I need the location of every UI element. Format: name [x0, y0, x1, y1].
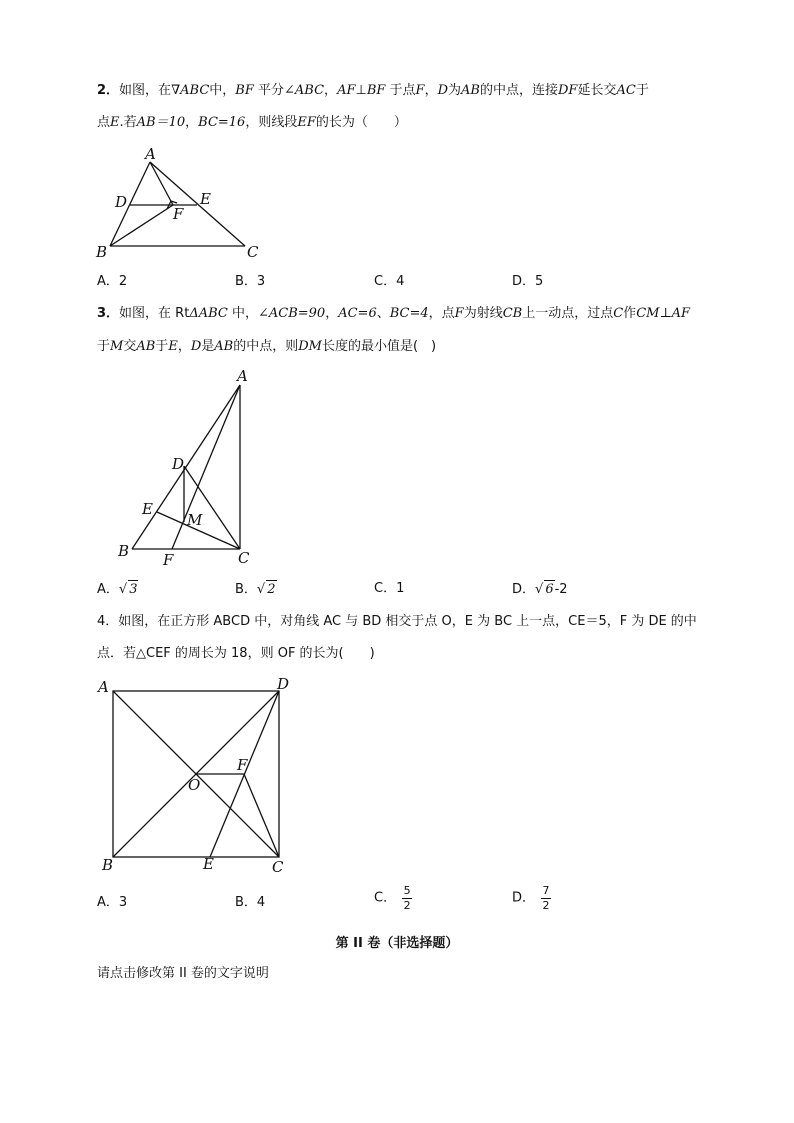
q4-label-O: O — [188, 776, 201, 794]
q2-label-B: B — [96, 243, 108, 261]
q4-option-d: D． $\frac{7}{2}$ — [512, 884, 550, 912]
q3-option-b: B．√ 2 — [235, 582, 276, 597]
q3-label-B: B — [118, 542, 130, 560]
q4-label-F: F — [237, 756, 248, 774]
q2-option-b: B．3 — [235, 274, 266, 289]
section-note[interactable]: 请点击修改第 II 卷的文字说明 — [97, 966, 269, 981]
q3-option-c: C．1 — [374, 581, 405, 596]
q4-option-c-fraction: $\frac{5}{2}$ — [403, 884, 411, 912]
q4-option-c: C． $\frac{5}{2}$ — [374, 884, 411, 912]
q3-line-1: 3．如图，在 RtΔABC 中，∠ACB=90，AC=6、BC=4，点F为射线CB上一动点，过点C作CM⊥AF — [97, 306, 691, 321]
q3-label-C: C — [238, 549, 250, 567]
q2-option-c: C．4 — [374, 274, 405, 289]
q4-label-C: C — [272, 858, 284, 876]
q2-number: 2． — [97, 83, 120, 98]
q4-line-2: 点．若△CEF 的周长为 18，则 OF 的长为( ) — [97, 646, 375, 661]
q2-label-F: F — [173, 205, 184, 223]
q4-option-d-fraction: $\frac{7}{2}$ — [542, 884, 550, 912]
q4-label-E: E — [203, 855, 214, 873]
q3-label-M: M — [187, 511, 203, 529]
q2-option-d: D．5 — [512, 274, 544, 289]
q3-option-d: D．√ 6-2 — [512, 582, 568, 597]
q4-option-b: B．4 — [235, 895, 266, 910]
q3-number: 3． — [97, 306, 120, 321]
q4-option-a: A．3 — [97, 895, 128, 910]
q2-line-1: 2．如图，在∇ABC中，BF 平分∠ABC，AF⊥BF 于点F，D为AB的中点，连接DF延长交AC于 — [97, 83, 649, 98]
q4-label-A: A — [98, 678, 109, 696]
q4-label-D: D — [277, 675, 290, 693]
q3-option-a: A．√ 3 — [97, 582, 138, 597]
q3-label-F: F — [163, 551, 174, 569]
q2-label-C: C — [247, 243, 259, 261]
q3-label-E: E — [142, 500, 153, 518]
q3-line-2: 于M交AB于E，D是AB的中点，则DM长度的最小值是( ) — [97, 339, 437, 354]
q3-label-A: A — [237, 367, 248, 385]
q4-label-B: B — [102, 856, 114, 874]
q2-line-2: 点E.若AB＝10，BC=16，则线段EF的长为（ ） — [97, 115, 407, 130]
q2-label-A: A — [145, 145, 156, 163]
q2-label-E: E — [200, 190, 211, 208]
q3-label-D: D — [172, 455, 185, 473]
q4-line-1: 4．如图，在正方形 ABCD 中，对角线 AC 与 BD 相交于点 O，E 为 BC 上一点，CE＝5，F 为 DE 的中 — [97, 614, 697, 629]
q2-option-a: A．2 — [97, 274, 128, 289]
q2-label-D: D — [115, 193, 128, 211]
section-title: 第 II 卷（非选择题） — [335, 936, 459, 951]
